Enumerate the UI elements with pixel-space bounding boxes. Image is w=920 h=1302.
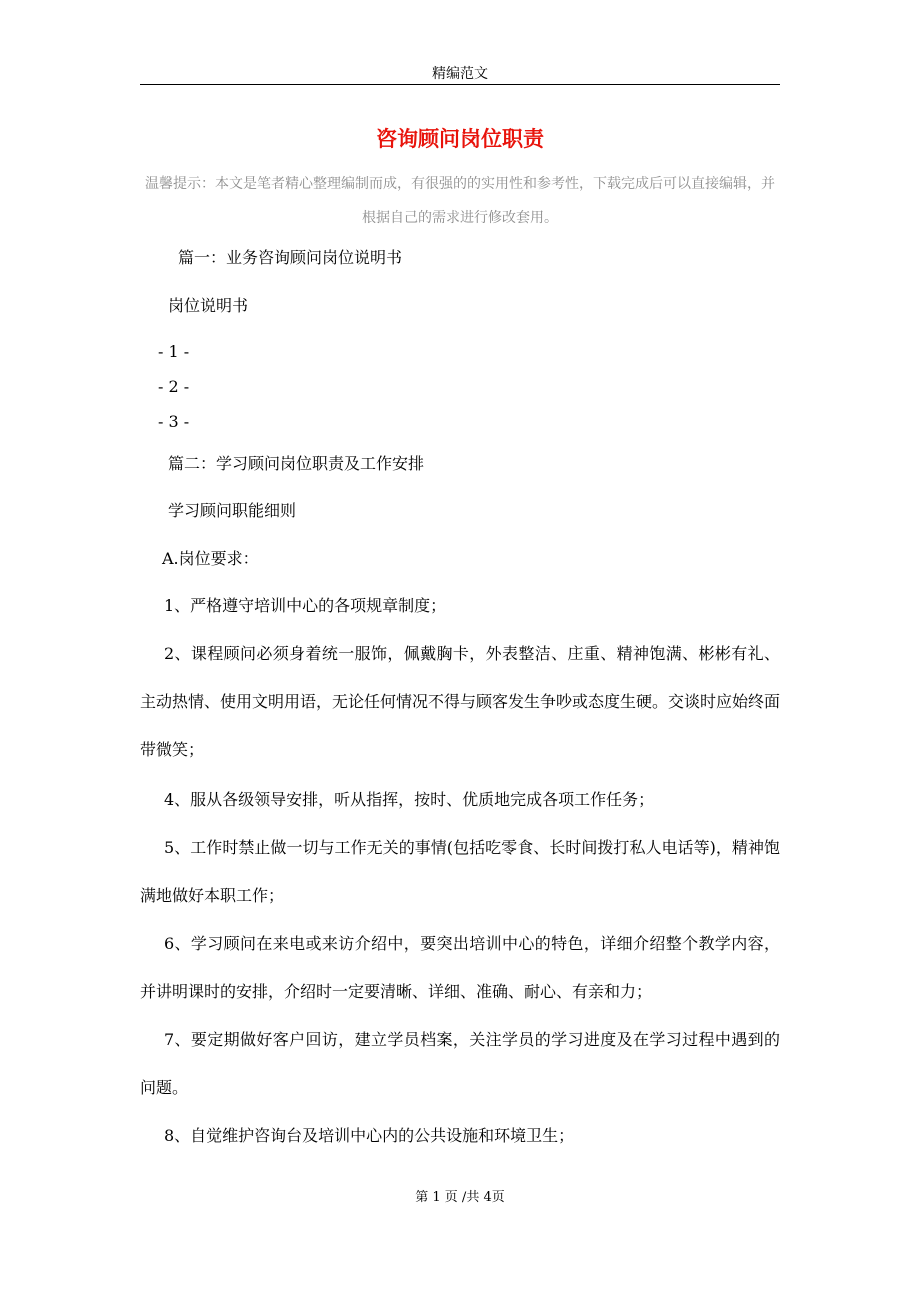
list-item: 2、课程顾问必须身着统一服饰，佩戴胸卡，外表整洁、庄重、精神饱满、彬彬有礼、主动热情、使用文明用语，无论任何情况不得与顾客发生争吵或态度生硬。交谈时应始终面带微笑； [140,644,781,759]
page-marker-3: - 3 - [158,412,190,431]
part2-subheading: 学习顾问职能细则 [168,501,297,520]
list-item: 6、学习顾问在来电或来访介绍中，要突出培训中心的特色，详细介绍整个教学内容，并讲明课时的安排，介绍时一定要清晰、详细、准确、耐心、有亲和力； [140,934,780,1001]
list-item: 1、严格遵守培训中心的各项规章制度； [164,596,447,615]
list-item: 7、要定期做好客户回访，建立学员档案，关注学员的学习进度及在学习过程中遇到的问题。 [140,1030,780,1097]
list-item: 8、自觉维护咨询台及培训中心内的公共设施和环境卫生； [164,1126,575,1145]
part1-subheading: 岗位说明书 [168,296,249,315]
tip-text: 温馨提示：本文是笔者精心整理编制而成，有很强的的实用性和参考性，下载完成后可以直接编辑，并根据自己的需求进行修改套用。 [145,176,775,226]
page-footer: 第 1 页 /共 4页 [415,1190,505,1205]
page-header: 精编范文 [140,64,780,85]
document-title: 咨询顾问岗位职责 [376,127,544,151]
section-a-heading: A.岗位要求： [162,549,259,568]
list-item: 4、服从各级领导安排，听从指挥，按时、优质地完成各项工作任务； [164,790,655,809]
list-item: 5、工作时禁止做一切与工作无关的事情(包括吃零食、长时间拨打私人电话等)，精神饱满地做好本职工作； [140,838,780,905]
part2-heading: 篇二：学习顾问岗位职责及工作安排 [168,454,425,473]
page-marker-2: - 2 - [158,377,190,396]
page-marker-1: - 1 - [158,342,190,361]
part1-heading: 篇一：业务咨询顾问岗位说明书 [178,248,403,267]
